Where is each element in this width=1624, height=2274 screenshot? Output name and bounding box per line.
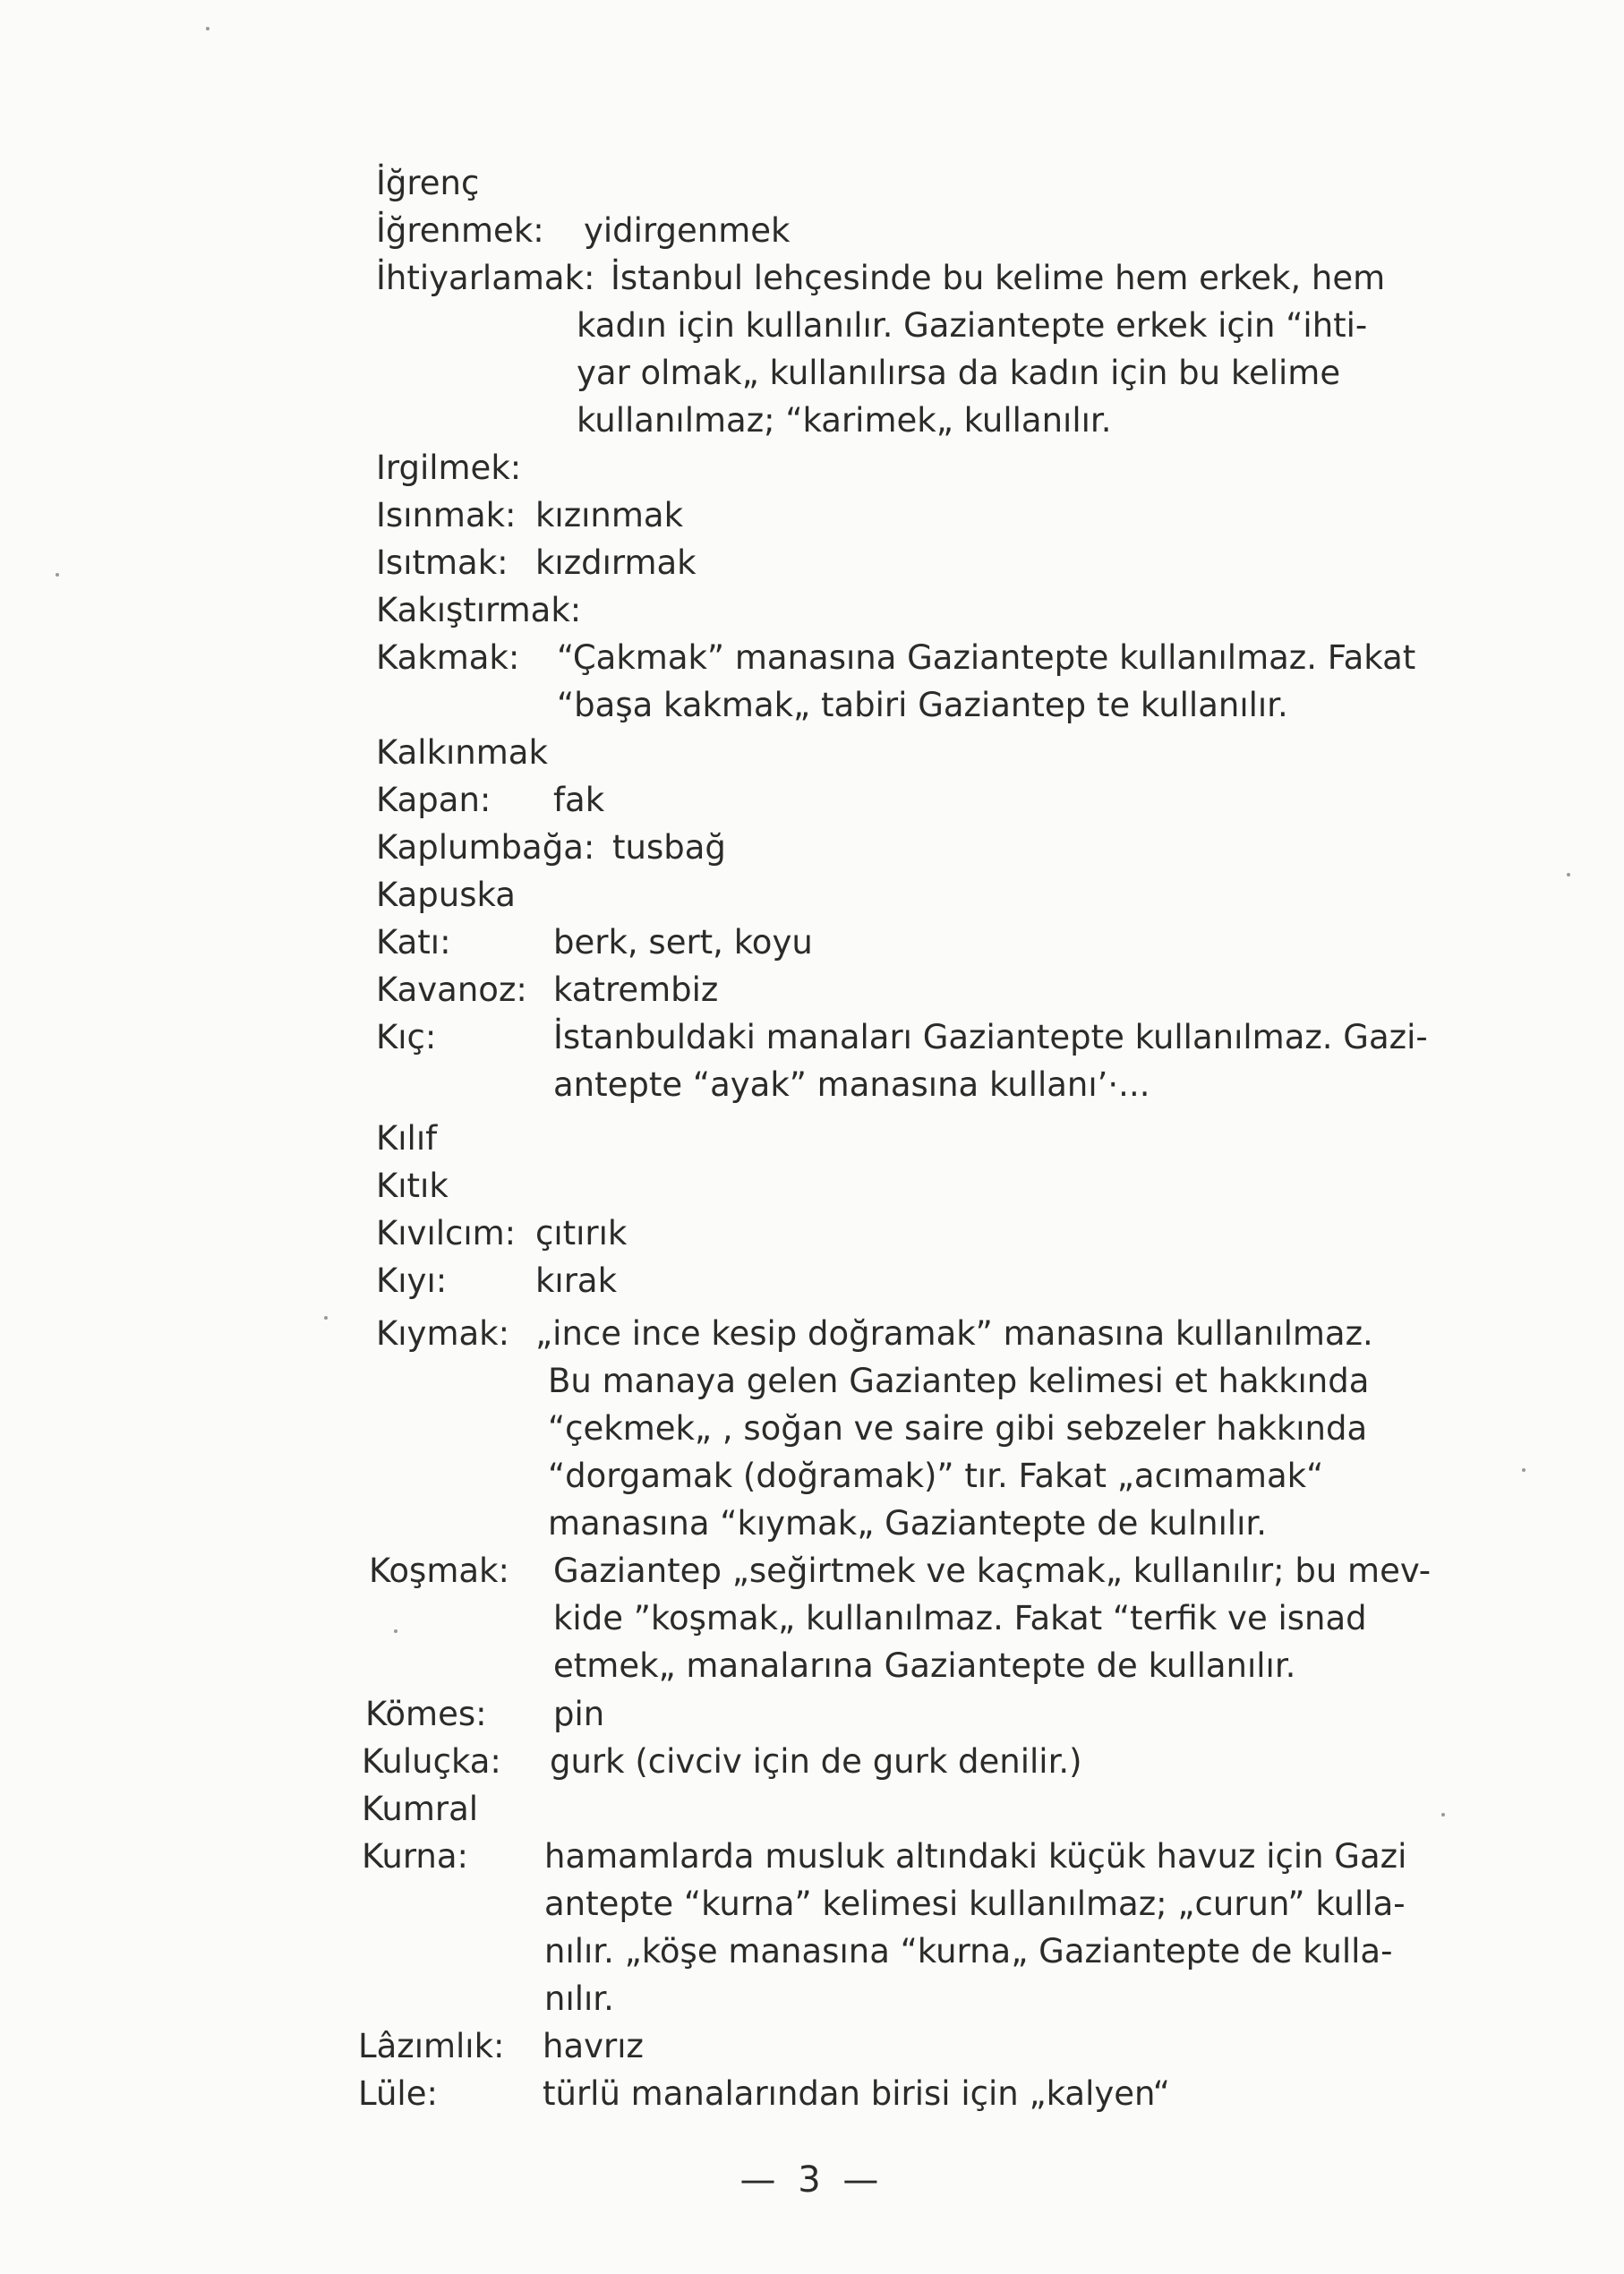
- entry-definition: katrembiz: [553, 970, 719, 1009]
- entry-definition: İstanbul lehçesinde bu kelime hem erkek, hem: [611, 259, 1386, 297]
- entry-definition: pin: [553, 1695, 605, 1733]
- definition-continuation: “dorgamak (doğramak)” tır. Fakat „acımamak“: [548, 1457, 1324, 1495]
- definition-continuation: nılır. „köşe manasına “kurna„ Gaziantepte de kulla-: [544, 1932, 1393, 1971]
- definition-continuation: yar olmak„ kullanılırsa da kadın için bu kelime: [577, 354, 1341, 392]
- entry-term: Kurna:: [362, 1837, 469, 1876]
- entry-term: Kalkınmak: [376, 733, 548, 772]
- entry-definition: berk, sert, koyu: [553, 923, 813, 962]
- entry-term: Kakmak:: [376, 638, 520, 677]
- entry-term: İhtiyarlamak:: [376, 259, 595, 297]
- entry-definition: türlü manalarından birisi için „kalyen“: [543, 2074, 1170, 2113]
- entry-definition: yidirgenmek: [584, 211, 791, 250]
- entry-term: Isıtmak:: [376, 543, 509, 582]
- entry-definition: İstanbuldaki manaları Gaziantepte kullanılmaz. Gazi-: [553, 1018, 1428, 1056]
- entry-term: Kömes:: [365, 1695, 487, 1733]
- definition-continuation: nılır.: [544, 1979, 614, 2018]
- entry-definition: havrız: [543, 2027, 644, 2065]
- definition-continuation: kide ”koşmak„ kullanılmaz. Fakat “terfik ve isnad: [553, 1599, 1367, 1637]
- page-number: — 3 —: [739, 2159, 885, 2201]
- entry-definition: Gaziantep „seğirtmek ve kaçmak„ kullanılır; bu mev-: [553, 1552, 1432, 1590]
- definition-continuation: kullanılmaz; “karimek„ kullanılır.: [577, 401, 1112, 440]
- entry-definition: kızdırmak: [535, 543, 697, 582]
- entry-term: Kuluçka:: [362, 1742, 501, 1781]
- entry-term: Lâzımlık:: [358, 2027, 505, 2065]
- definition-continuation: kadın için kullanılır. Gaziantepte erkek için “ihti-: [577, 306, 1368, 345]
- entry-term: Kıymak:: [376, 1314, 510, 1353]
- entry-term: Lüle:: [358, 2074, 438, 2113]
- entry-term: Kaplumbağa:: [376, 828, 595, 867]
- entry-term: Isınmak:: [376, 496, 517, 534]
- entry-term: Kapuska: [376, 876, 516, 914]
- scan-speck: [1567, 873, 1570, 876]
- entry-term: Kıtık: [376, 1167, 449, 1205]
- entry-definition: çıtırık: [535, 1214, 628, 1252]
- entry-term: Kıç:: [376, 1018, 437, 1056]
- entry-term: Kıyı:: [376, 1261, 448, 1300]
- entry-term: Irgilmek:: [376, 449, 522, 487]
- entry-definition: „ince ince kesip doğramak” manasına kullanılmaz.: [535, 1314, 1373, 1353]
- definition-continuation: antepte “kurna” kelimesi kullanılmaz; „curun” kulla-: [544, 1885, 1406, 1923]
- entry-term: Kılıf: [376, 1119, 438, 1158]
- entry-definition: kırak: [535, 1261, 618, 1300]
- entry-term: Kavanoz:: [376, 970, 527, 1009]
- definition-continuation: “çekmek„ , soğan ve saire gibi sebzeler hakkında: [548, 1409, 1368, 1448]
- entry-term: İğrenmek:: [376, 211, 544, 250]
- entry-definition: “Çakmak” manasına Gaziantepte kullanılmaz. Fakat: [557, 638, 1416, 677]
- definition-continuation: “başa kakmak„ tabiri Gaziantep te kullanılır.: [557, 686, 1288, 724]
- entry-definition: kızınmak: [535, 496, 684, 534]
- entry-definition: tusbağ: [612, 828, 726, 867]
- scan-speck: [1441, 1813, 1445, 1817]
- definition-continuation: etmek„ manalarına Gaziantepte de kullanılır.: [553, 1646, 1296, 1685]
- scan-speck: [394, 1629, 397, 1633]
- definition-continuation: manasına “kıymak„ Gaziantepte de kulnılır.: [548, 1504, 1267, 1543]
- definition-continuation: antepte “ayak” manasına kullanı’·...: [553, 1065, 1150, 1104]
- entry-definition: hamamlarda musluk altındaki küçük havuz için Gazi: [544, 1837, 1407, 1876]
- scan-speck: [56, 573, 59, 577]
- entry-definition: gurk (civciv için de gurk denilir.): [550, 1742, 1082, 1781]
- entry-term: Kapan:: [376, 781, 491, 819]
- entry-definition: fak: [553, 781, 605, 819]
- entry-term: İğrenç: [376, 164, 480, 202]
- scan-speck: [206, 27, 209, 30]
- entry-term: Katı:: [376, 923, 451, 962]
- scan-speck: [324, 1316, 328, 1320]
- entry-term: Kıvılcım:: [376, 1214, 517, 1252]
- entry-term: Koşmak:: [369, 1552, 509, 1590]
- entry-term: Kakıştırmak:: [376, 591, 582, 629]
- scan-speck: [1522, 1468, 1526, 1472]
- definition-continuation: Bu manaya gelen Gaziantep kelimesi et hakkında: [548, 1362, 1370, 1400]
- entry-term: Kumral: [362, 1790, 479, 1828]
